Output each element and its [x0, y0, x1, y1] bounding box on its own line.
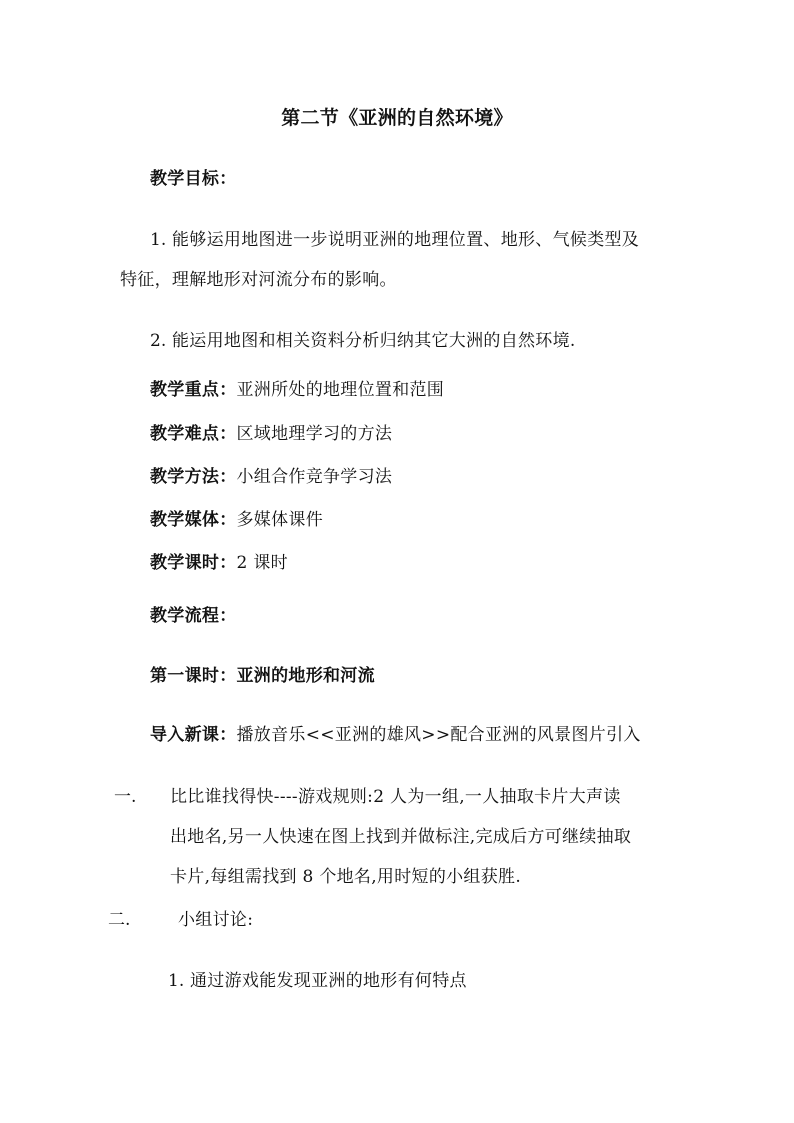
- intro-label: 导入新课：: [150, 725, 237, 745]
- meta-key-point: [150, 378, 444, 402]
- section-2-line-1: 小组讨论:: [178, 910, 254, 930]
- intro-line: [150, 723, 641, 747]
- objectives-heading: 教学目标：: [150, 169, 237, 189]
- section-1-number: 一.: [114, 787, 137, 807]
- meta-difficulty-label: 教学难点：: [150, 424, 237, 444]
- section-1-line-2: 出地名,另一人快速在图上找到并做标注,完成后方可继续抽取: [170, 827, 632, 847]
- meta-media-value: 多媒体课件: [236, 510, 323, 530]
- meta-periods: [150, 551, 288, 575]
- section-1-line-1: 比比谁找得快----游戏规则:2 人为一组,一人抽取卡片大声读: [170, 787, 621, 807]
- meta-method: [150, 465, 392, 489]
- meta-media: [150, 508, 323, 532]
- meta-difficulty: [150, 422, 392, 446]
- discussion-1-text: 通过游戏能发现亚洲的地形有何特点: [190, 971, 467, 991]
- meta-media-label: 教学媒体：: [150, 510, 237, 530]
- discussion-1-number: 1.: [168, 971, 185, 991]
- meta-method-label: 教学方法：: [150, 467, 237, 487]
- page-title: 第二节《亚洲的自然环境》: [281, 107, 513, 129]
- objective-2-number: 2.: [150, 331, 167, 351]
- objective-2-line-1: 能运用地图和相关资料分析归纳其它大洲的自然环境.: [172, 331, 576, 351]
- intro-value: 播放音乐<<亚洲的雄风>>配合亚洲的风景图片引入: [236, 725, 641, 745]
- objective-1-line-1: 能够运用地图进一步说明亚洲的地理位置、地形、气候类型及: [172, 230, 640, 250]
- section-2-number: 二.: [108, 910, 131, 930]
- meta-key-point-value: 亚洲所处的地理位置和范围: [236, 380, 445, 400]
- objective-1-line-2: 特征，理解地形对河流分布的影响。: [120, 270, 397, 290]
- meta-periods-label: 教学课时：: [150, 553, 237, 573]
- section-1-line-3: 卡片,每组需找到 8 个地名,用时短的小组获胜.: [170, 867, 522, 887]
- meta-periods-value: 2 课时: [236, 553, 288, 573]
- flow-heading: 教学流程：: [150, 606, 237, 626]
- objective-1-number: 1.: [150, 230, 167, 250]
- meta-method-value: 小组合作竞争学习法: [236, 467, 393, 487]
- meta-difficulty-value: 区域地理学习的方法: [236, 424, 393, 444]
- meta-key-point-label: 教学重点：: [150, 380, 237, 400]
- lesson-1-heading: 第一课时：亚洲的地形和河流: [150, 666, 375, 686]
